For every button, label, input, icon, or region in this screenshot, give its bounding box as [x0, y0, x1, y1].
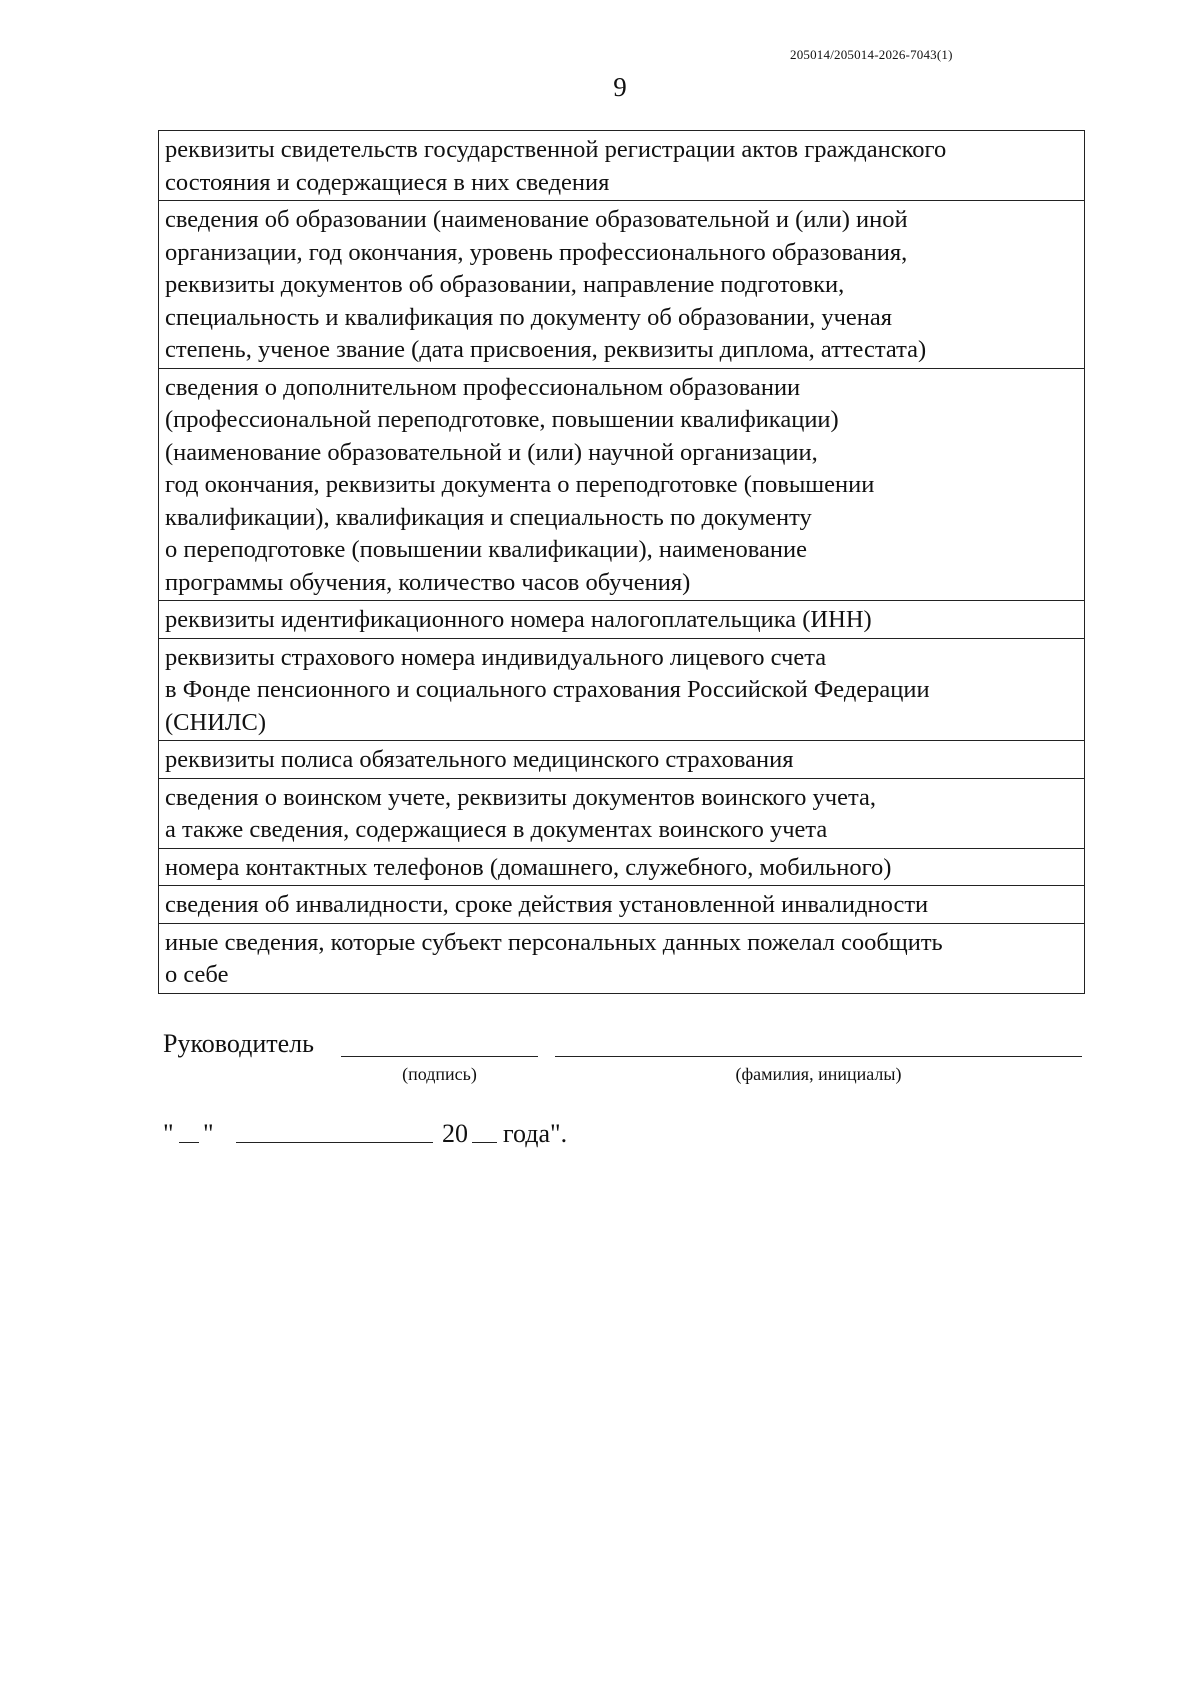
name-line — [555, 1056, 1082, 1057]
table-row: реквизиты полиса обязательного медицинского страхования — [159, 740, 1084, 778]
table-row: сведения об инвалидности, сроке действия установленной инвалидности — [159, 885, 1084, 923]
month-blank — [236, 1142, 433, 1143]
year-prefix: 20 — [442, 1119, 468, 1148]
signature-label: Руководитель — [163, 1029, 314, 1058]
table-row: номера контактных телефонов (домашнего, служебного, мобильного) — [159, 848, 1084, 886]
table-row: иные сведения, которые субъект персональных данных пожелал сообщить о себе — [159, 923, 1084, 993]
document-id: 205014/205014-2026-7043(1) — [790, 47, 953, 62]
table-row: сведения о дополнительном профессиональном образовании (профессиональной переподготовке, повышении квалификации) (наименование образовательной и (или) научной организации, год окончания, реквизиты документа о переподготовке (повышении квалификации), квалификация и специальность по документу о переподготовке (повышении квалификации), наименование программы обучения, количество часов обучения) — [159, 368, 1084, 601]
signature-line — [341, 1056, 538, 1057]
date-close-quote: " — [203, 1119, 214, 1148]
table-row: сведения о воинском учете, реквизиты документов воинского учета, а также сведения, содержащиеся в документах воинского учета — [159, 778, 1084, 848]
table-row: реквизиты свидетельств государственной регистрации актов гражданского состояния и содержащиеся в них сведения — [165, 136, 947, 196]
signature-block — [163, 1028, 1093, 1088]
table-row: реквизиты идентификационного номера налогоплательщика (ИНН) — [159, 600, 1084, 638]
day-blank — [179, 1142, 199, 1143]
table-row: сведения об образовании (наименование образовательной и (или) иной организации, год окончания, уровень профессионального образования, реквизиты документов об образовании, направление подготовки, специальность и квалификация по документу об образовании, ученая степень, ученое звание (дата присвоения, реквизиты диплома, аттестата) — [159, 200, 1084, 368]
date-open-quote: " — [163, 1119, 174, 1148]
year-blank — [472, 1142, 497, 1143]
page-number: 9 — [613, 72, 627, 102]
name-caption: (фамилия, инициалы) — [735, 1064, 902, 1084]
personal-data-table — [158, 130, 1085, 994]
date-line — [163, 1118, 1063, 1154]
signature-caption: (подпись) — [402, 1064, 477, 1084]
table-row: реквизиты страхового номера индивидуального лицевого счета в Фонде пенсионного и социального страхования Российской Федерации (СНИЛС) — [159, 638, 1084, 741]
date-suffix: года". — [503, 1119, 568, 1148]
